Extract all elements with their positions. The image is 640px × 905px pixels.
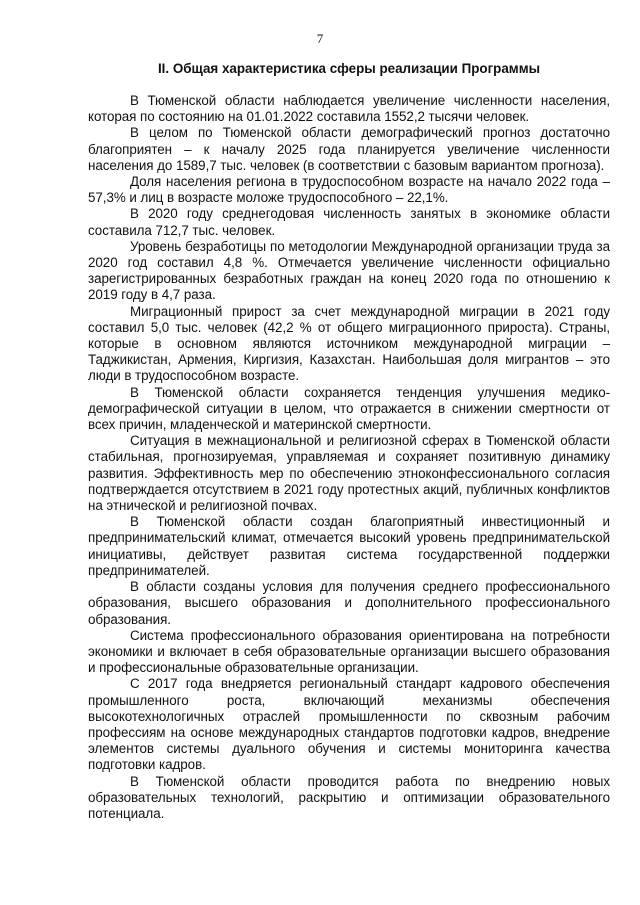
- paragraph-educational-technologies: В Тюменской области проводится работа по внедрению новых образовательных технологий, раскрытию и оптимизации образовательного потенциала.: [88, 773, 610, 821]
- paragraph-interethnic: Ситуация в межнациональной и религиозной сферах в Тюменской области стабильная, прогнозируемая, управляемая и сохраняет позитивную динамику развития. Эффективность мер по обеспечению этноконфессионального согласия подтверждается отсутствием в 2021 году протестных акций, публичных конфликтов на этнической и религиозной почвах.: [88, 433, 610, 514]
- section-title: II. Общая характеристика сферы реализации Программы: [157, 61, 541, 76]
- paragraph-medical-demographic: В Тюменской области сохраняется тенденция улучшения медико-демографической ситуации в целом, что отражается в снижении смертности от всех причин, младенческой и материнской смертности.: [88, 384, 610, 433]
- paragraph-population: В Тюменской области наблюдается увеличение численности населения, которая по состоянию на 01.01.2022 составила 1552,2 тысячи человек.: [88, 93, 610, 125]
- paragraph-migration: Миграционный прирост за счет международной миграции в 2021 году составил 5,0 тыс. человек (42,2 % от общего миграционного прироста). Страны, которые в основном являются источником международной миграции – Таджикистан, Армения, Киргизия, Казахстан. Наибольшая доля мигрантов – это люди в трудоспособном возрасте.: [88, 303, 610, 384]
- paragraph-investment-climate: В Тюменской области создан благоприятный инвестиционный и предпринимательский климат, отмечается высокий уровень предпринимательской инициативы, действует развитая система государственной поддержки предпринимателей.: [88, 514, 610, 578]
- paragraph-staffing-standard: С 2017 года внедряется региональный стандарт кадрового обеспечения промышленного роста, включающий механизмы обеспечения высокотехнологичных отраслей промышленности по сквозным рабочим профессиям на основе международных стандартов подготовки кадров, внедрение элементов системы дуального обучения и системы мониторинга качества подготовки кадров.: [88, 676, 610, 773]
- paragraph-demographic-forecast: В целом по Тюменской области демографический прогноз достаточно благоприятен – к началу 2025 года планируется увеличение численности населения до 1589,7 тыс. человек (в соответствии с базовым вариантом прогноза).: [88, 125, 610, 173]
- paragraph-working-age-share: Доля населения региона в трудоспособном возрасте на начало 2022 года – 57,3% и лиц в возрасте моложе трудоспособного – 22,1%.: [88, 174, 610, 206]
- paragraph-education-conditions: В области созданы условия для получения среднего профессионального образования, высшего образования и дополнительного профессионального образования.: [88, 579, 610, 627]
- page-number: 7: [316, 31, 324, 46]
- paragraph-professional-education: Система профессионального образования ориентирована на потребности экономики и включает в себя образовательные организации высшего образования и профессиональные образовательные организации.: [88, 627, 610, 676]
- paragraph-unemployment: Уровень безработицы по методологии Международной организации труда за 2020 год составил 4,8 %. Отмечается увеличение численности официально зарегистрированных безработных граждан на конец 2020 года по отношению к 2019 году в 4,7 раза.: [88, 238, 610, 303]
- body-text: [88, 93, 610, 822]
- paragraph-employment: В 2020 году среднегодовая численность занятых в экономике области составила 712,7 тыс. человек.: [88, 206, 610, 238]
